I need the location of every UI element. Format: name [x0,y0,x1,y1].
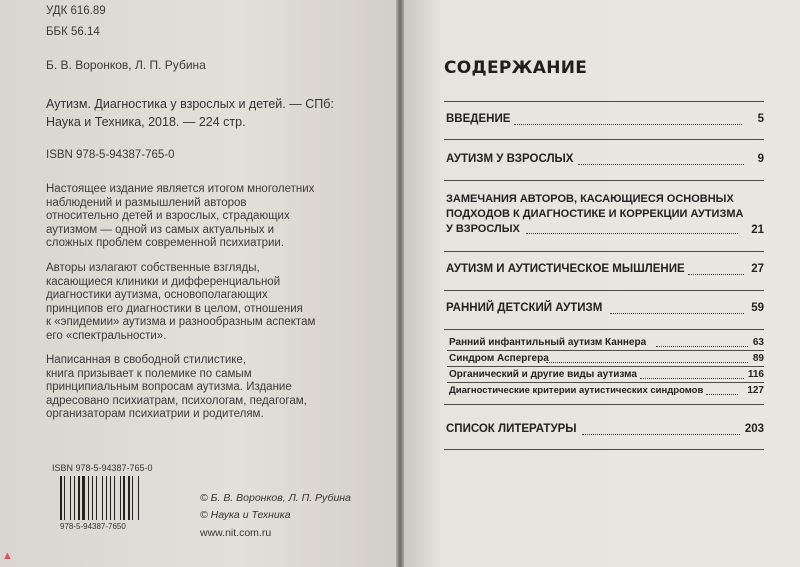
para3-line: книга призывает к полемике по самым [46,367,252,380]
barcode-bar [123,476,125,520]
toc-divider [444,101,764,102]
barcode-bar [131,476,132,520]
toc-divider [444,290,764,291]
authors: Б. В. Воронков, Л. П. Рубина [46,58,206,72]
toc-divider [444,449,764,450]
annotation-paragraph-2 [46,262,364,343]
barcode [60,476,142,520]
toc-subdivider [447,382,764,383]
barcode-bar [114,476,115,520]
barcode-bar [116,476,118,520]
toc-entry-page: 59 [751,302,764,314]
toc-divider [444,404,764,405]
toc-subdivider [447,350,764,351]
book-spine [396,0,404,567]
toc-subentry-page: 116 [747,369,764,380]
toc-subentry-page: 89 [752,353,764,364]
toc-literature-title[interactable]: СПИСОК ЛИТЕРАТУРЫ [446,423,577,435]
toc-dots [578,164,744,165]
toc-subentry-title[interactable]: Ранний инфантильный аутизм Каннера [449,337,647,348]
toc-dots [640,378,744,379]
barcode-bar [134,476,136,520]
bibliographic-line-2: Наука и Техника, 2018. — 224 стр. [46,115,246,129]
barcode-isbn: ISBN 978-5-94387-765-0 [52,463,153,473]
barcode-bar [122,476,123,520]
annotation-paragraph-3 [46,354,364,422]
para2-line: диагностики аутизма, основополагающих [46,289,268,301]
copyright-authors: © Б. В. Воронков, Л. П. Рубина [200,492,351,504]
barcode-bar [66,476,68,520]
barcode-bar [88,476,89,520]
copyright-publisher: © Наука и Техника [200,509,291,521]
toc-entry-page: 9 [757,153,764,165]
barcode-bar [98,476,100,520]
barcode-bar [72,476,74,520]
toc-dots [656,346,748,347]
barcode-bar [106,476,108,520]
toc-title: СОДЕРЖАНИЕ [444,58,588,78]
toc-entry-title-line[interactable]: ПОДХОДОВ К ДИАГНОСТИКЕ И КОРРЕКЦИИ АУТИЗМА [446,208,744,220]
toc-dots [526,233,738,234]
para1-line: сложных проблем современной психиатрии. [46,237,285,249]
barcode-bar [110,476,111,520]
toc-entry-title-line[interactable]: ЗАМЕЧАНИЯ АВТОРОВ, КАСАЮЩИЕСЯ ОСНОВНЫХ [446,193,734,205]
barcode-number: 978-5-94387-7650 [60,522,126,531]
barcode-bar [112,476,114,520]
toc-divider [444,329,764,330]
toc-subentry-title[interactable]: Синдром Аспергера [449,353,549,364]
toc-subdivider [447,366,764,367]
barcode-bar [128,476,130,520]
para2-line: принципов его диагностики в целом, отношения [46,302,303,315]
barcode-bar [126,476,127,520]
barcode-bar [81,476,82,520]
toc-entry-page: 21 [751,224,764,236]
barcode-bar [76,476,77,520]
barcode-bar [108,476,109,520]
para2-line: его «спектральности». [46,329,167,342]
barcode-bar [74,476,75,520]
barcode-bar [78,476,80,520]
barcode-bar [89,476,91,520]
triangle-mark-icon: ▲ [2,550,13,562]
barcode-bar [132,476,133,520]
para1-line: относительно детей и взрослых, страдающих [46,210,290,222]
bbk-code: ББК 56.14 [46,26,100,38]
barcode-bar [94,476,95,520]
toc-subentry-page: 63 [752,337,764,348]
toc-dots [706,394,738,395]
barcode-bar [104,476,105,520]
bibliographic-line-1: Аутизм. Диагностика у взрослых и детей. — СПб: [46,97,334,111]
para1-line: наблюдений и размышлений авторов [46,196,247,209]
para2-line: касающиеся клиники и дифференциальной [46,275,281,288]
isbn: ISBN 978-5-94387-765-0 [46,149,175,161]
barcode-bar [82,476,84,520]
toc-dots [688,274,744,275]
barcode-bar [102,476,103,520]
barcode-bar [92,476,93,520]
para3-line: принципиальным вопросам аутизма. Издание [46,381,292,393]
toc-dots [582,434,740,435]
barcode-bar [60,476,62,520]
udk-code: УДК 616.89 [46,5,106,17]
right-page [402,0,800,567]
para2-line: к «эпидемии» аутизма и разнообразным аспектам [46,316,316,328]
toc-dots [546,362,748,363]
barcode-bar [64,476,65,520]
toc-divider [444,139,764,140]
para3-line: организаторам психиатрии и родителям. [46,408,264,420]
para1-line: Настоящее издание является итогом многолетних [46,183,315,195]
barcode-bar [63,476,64,520]
para2-line: Авторы излагают собственные взгляды, [46,262,260,274]
barcode-bar [86,476,87,520]
barcode-bar [120,476,121,520]
toc-entry-title[interactable]: АУТИЗМ У ВЗРОСЛЫХ [446,153,574,165]
barcode-bar [138,476,139,520]
toc-entry-title[interactable]: ВВЕДЕНИЕ [446,113,511,125]
toc-divider [444,251,764,252]
toc-entry-title-line[interactable]: У ВЗРОСЛЫХ [446,223,520,235]
barcode-bar [70,476,71,520]
toc-subentry-title[interactable]: Диагностические критерии аутистических синдромов [449,385,704,396]
toc-dots [610,313,744,314]
barcode-bar [140,476,142,520]
toc-entry-title[interactable]: АУТИЗМ И АУТИСТИЧЕСКОЕ МЫШЛЕНИЕ [446,263,685,275]
para3-line: Написанная в свободной стилистике, [46,354,247,366]
para3-line: адресовано психиатрам, психологам, педагогам, [46,394,307,407]
website: www.nit.com.ru [200,527,272,539]
toc-entry-page: 27 [751,263,764,275]
annotation-paragraph-1 [46,183,364,251]
toc-subentry-page: 127 [747,385,764,396]
toc-dots [514,124,742,125]
toc-literature-page: 203 [744,423,764,435]
barcode-bar [96,476,98,520]
toc-subentry-title[interactable]: Органический и другие виды аутизма [449,369,637,380]
toc-entry-page: 5 [757,113,764,125]
toc-divider [444,180,764,181]
para1-line: аутизмом — одной из самых актуальных и [46,223,275,236]
toc-entry-title[interactable]: РАННИЙ ДЕТСКИЙ АУТИЗМ [446,302,603,314]
